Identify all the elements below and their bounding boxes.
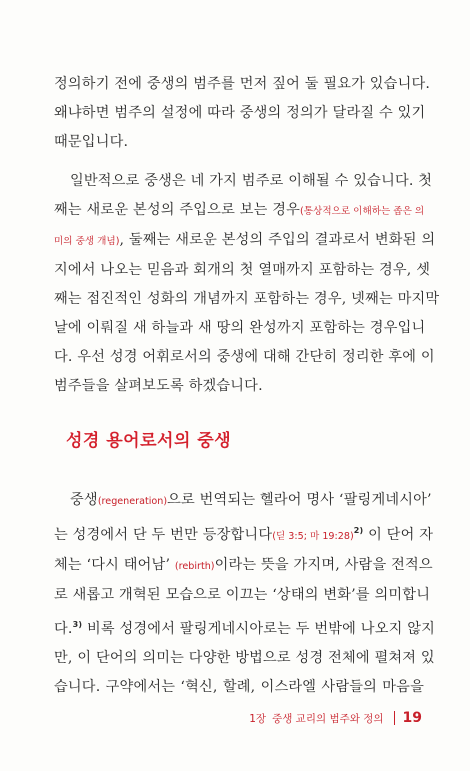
text-line: 일반적으로 중생은 네 가지 범주로 이해될 수 있습니다. 첫 xyxy=(70,173,433,189)
text-fragment: 으로 번역되는 헬라어 명사 ‘팔링게네시아’ xyxy=(167,492,432,508)
text-line: 때문입니다. xyxy=(54,134,129,150)
text-fragment: 체는 ‘다시 태어남’ xyxy=(54,557,175,573)
text-fragment: 중생 xyxy=(70,492,98,508)
text-line: 왜냐하면 범주의 설정에 따라 중생의 정의가 달라질 수 있기 xyxy=(54,105,426,121)
paragraph-3 xyxy=(54,486,436,702)
text-line xyxy=(54,610,436,644)
section-heading: 성경 용어로서의 중생 xyxy=(66,431,232,451)
text-line xyxy=(54,196,424,226)
running-title: 중생 교리의 범주와 정의 xyxy=(272,712,384,725)
inline-note: (딛 3:5; 마 19:28) xyxy=(272,531,354,542)
text-line: 만, 이 단어의 의미는 다양한 방법으로 성경 전체에 펼쳐져 있 xyxy=(54,650,435,666)
inline-note: (통상적으로 이해하는 좁은 의 xyxy=(300,206,425,217)
paragraph-2 xyxy=(54,167,440,401)
text-line xyxy=(54,516,434,551)
text-line: 째는 점진적인 성화의 개념까지 포함하는 경우, 넷째는 마지막 xyxy=(54,291,440,307)
text-fragment: 비록 성경에서 팔링게네시아로는 두 번밖에 나오지 않지 xyxy=(82,621,436,637)
inline-note: (rebirth) xyxy=(174,561,215,572)
text-fragment: 째는 새로운 본성의 주입으로 보는 경우 xyxy=(54,202,301,218)
text-fragment: 다. xyxy=(54,621,73,637)
text-line: 로 새롭고 개혁된 모습으로 이끄는 ‘상태의 변화’를 의미합니 xyxy=(54,587,431,603)
text-line: 정의하기 전에 중생의 범주를 먼저 짚어 둘 필요가 있습니다. xyxy=(54,76,431,92)
paragraph-1 xyxy=(54,70,431,157)
text-line xyxy=(54,226,436,256)
text-fragment: 는 성경에서 단 두 번만 등장합니다 xyxy=(54,527,273,543)
footnote-ref[interactable]: 3) xyxy=(72,620,83,629)
footer-divider xyxy=(394,711,395,725)
inline-note: 미의 중생 개념) xyxy=(54,236,120,247)
section-2 xyxy=(54,486,436,702)
page-number: 19 xyxy=(402,710,422,726)
section-1 xyxy=(54,70,440,401)
inline-note: (regeneration) xyxy=(97,496,168,507)
text-fragment: 이 단어 자 xyxy=(363,527,434,543)
text-line: 다. 우선 성경 어휘로서의 중생에 대해 간단히 정리한 후에 이 xyxy=(54,349,435,365)
text-line: 범주들을 살펴보도록 하겠습니다. xyxy=(54,378,263,394)
text-line xyxy=(54,551,433,581)
text-line xyxy=(54,486,432,516)
text-line: 날에 이뤄질 새 하늘과 새 땅의 완성까지 포함하는 경우입니 xyxy=(54,320,426,336)
text-fragment: , 둘째는 새로운 본성의 주입의 결과로서 변화된 의 xyxy=(119,232,436,248)
text-line: 습니다. 구약에서는 ‘혁신, 할례, 이스라엘 사람들의 마음을 xyxy=(54,679,424,695)
chapter-label: 1장 xyxy=(249,712,267,725)
page-footer xyxy=(249,710,422,726)
footnote-ref[interactable]: 2) xyxy=(353,526,364,535)
text-fragment: 이라는 뜻을 가지며, 사람을 전적으 xyxy=(214,557,433,573)
text-line: 지에서 나오는 믿음과 회개의 첫 열매까지 포함하는 경우, 셋 xyxy=(54,262,431,278)
